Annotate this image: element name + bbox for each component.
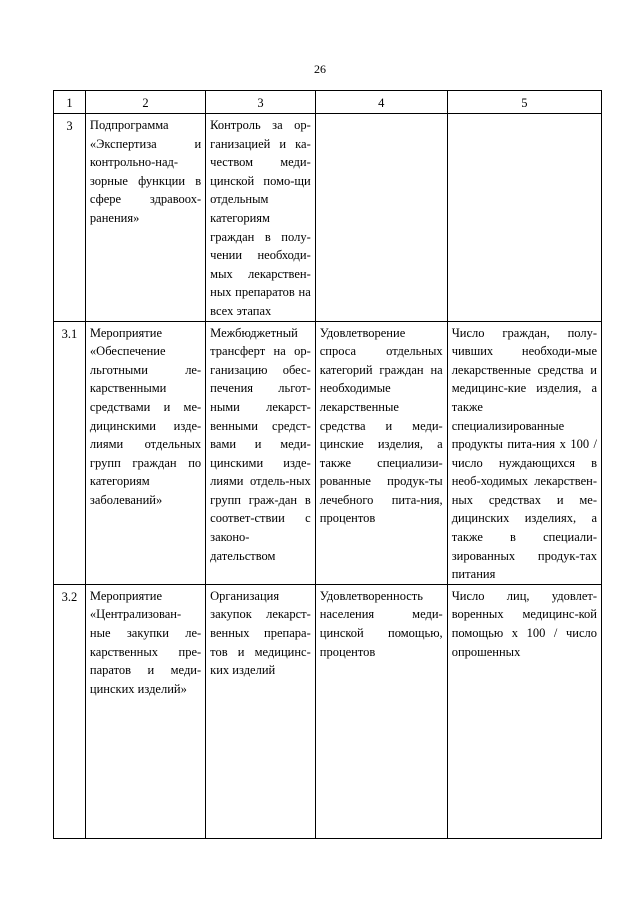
formula-cell: Число граждан, полу-чивших необходи-мые лекарственные средства и медицинс-кие изделия, а также специализированные продукты пита-ния х 100 / число нуждающихся в необ-ходимых лекарствен-ных средствах и ме-дицинских изделиях, а также в специали-зированных продук-тах питания (447, 321, 601, 584)
table-row (54, 321, 602, 584)
indicator-cell: Удовлетворенность населения меди-цинской помощью, процентов (315, 584, 447, 838)
column-header: 4 (315, 91, 447, 114)
indicator-cell: Удовлетворение спроса отдельных категорий граждан на необходимые лекарственные средства и меди-цинские изделия, а также специализи-рованные продук-ты лечебного пита-ния, процентов (315, 321, 447, 584)
table-row (54, 584, 602, 838)
column-header: 3 (206, 91, 316, 114)
description-cell: Организация закупок лекарст-венных препара-тов и медицинс-ких изделий (206, 584, 316, 838)
measure-name-cell: Мероприятие «Обеспечение льготными ле-карственными средствами и ме-дицинскими изде-лиями отдельных групп граждан по категориям заболеваний» (85, 321, 205, 584)
row-number: 3 (54, 114, 86, 322)
indicators-table (53, 90, 602, 839)
table-header-row (54, 91, 602, 114)
column-header: 1 (54, 91, 86, 114)
subprogram-name-cell: Подпрограмма «Экспертиза и контрольно-над-зорные функции в сфере здравоох-ранения» (85, 114, 205, 322)
measure-name-cell: Мероприятие «Централизован-ные закупки ле-карственных пре-паратов и меди-цинских изделий» (85, 584, 205, 838)
indicator-cell (315, 114, 447, 322)
row-number: 3.2 (54, 584, 86, 838)
table-row (54, 114, 602, 322)
formula-cell: Число лиц, удовлет-воренных медицинс-кой помощью х 100 / число опрошенных (447, 584, 601, 838)
description-cell: Межбюджетный трансферт на ор-ганизацию обес-печения льгот-ными лекарст-венными средст-вами и меди-цинскими изде-лиями отдель-ных групп граж-дан в соответ-ствии с законо-дательством (206, 321, 316, 584)
column-header: 5 (447, 91, 601, 114)
row-number: 3.1 (54, 321, 86, 584)
page-number: 26 (314, 62, 326, 76)
formula-cell (447, 114, 601, 322)
column-header: 2 (85, 91, 205, 114)
goal-cell: Контроль за ор-ганизацией и ка-чеством меди-цинской помо-щи отдельным категориям граждан в полу-чении необходи-мых лекарствен-ных препаратов на всех этапах (206, 114, 316, 322)
